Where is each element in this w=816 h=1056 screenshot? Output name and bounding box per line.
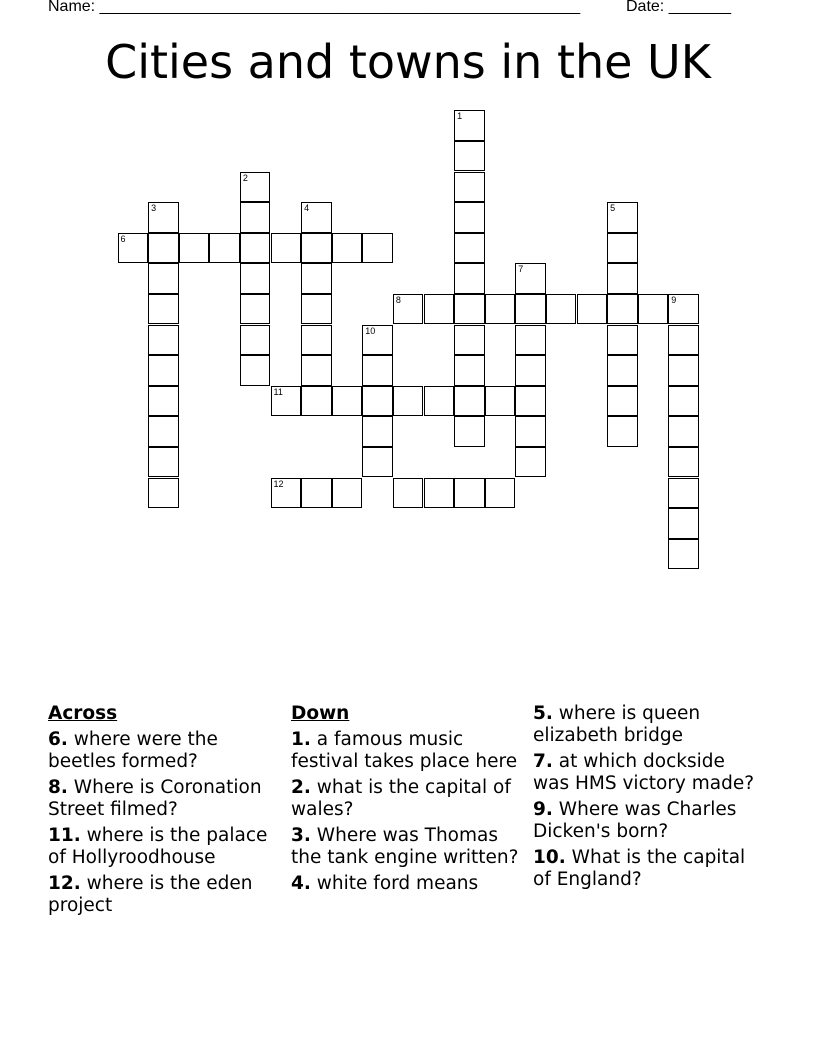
crossword-cell[interactable] (515, 386, 546, 417)
crossword-cell[interactable] (148, 447, 179, 478)
clue-number-label: 8 (395, 294, 401, 305)
page-title: Cities and towns in the UK (105, 35, 711, 89)
down-clue (533, 751, 765, 795)
crossword-cell[interactable] (240, 233, 271, 264)
crossword-cell[interactable] (301, 202, 332, 233)
crossword-cell[interactable] (240, 325, 271, 356)
crossword-cell[interactable] (454, 478, 485, 509)
crossword-cell[interactable] (515, 355, 546, 386)
crossword-cell[interactable] (301, 325, 332, 356)
clue-number: 12. (48, 873, 81, 894)
crossword-cell[interactable] (332, 386, 363, 417)
crossword-cell[interactable] (271, 233, 302, 264)
crossword-cell[interactable] (301, 263, 332, 294)
down-clue (291, 873, 523, 895)
clue-number: 9. (533, 799, 553, 820)
crossword-cell[interactable] (607, 416, 638, 447)
crossword-cell[interactable] (668, 325, 699, 356)
down-clue (291, 729, 523, 773)
clue-number: 3. (291, 825, 311, 846)
down-clue (533, 703, 765, 747)
clue-column-3 (533, 703, 765, 895)
crossword-cell[interactable] (546, 294, 577, 325)
across-heading: Across (48, 703, 118, 724)
crossword-cell[interactable] (607, 202, 638, 233)
crossword-cell[interactable] (454, 202, 485, 233)
crossword-cell[interactable] (668, 355, 699, 386)
across-clue (48, 825, 280, 869)
crossword-cell[interactable] (607, 233, 638, 264)
clue-column-2 (291, 703, 523, 899)
down-clue (291, 777, 523, 821)
crossword-cell[interactable] (668, 478, 699, 509)
clue-number: 5. (533, 703, 553, 724)
crossword-cell[interactable] (424, 478, 455, 509)
crossword-cell[interactable] (515, 263, 546, 294)
crossword-cell[interactable] (668, 539, 699, 570)
clue-number: 11. (48, 825, 81, 846)
date-field-label: Date: _______ (626, 0, 731, 15)
crossword-cell[interactable] (301, 294, 332, 325)
clue-column-1 (48, 703, 280, 921)
crossword-cell[interactable] (485, 294, 516, 325)
crossword-cell[interactable] (148, 325, 179, 356)
clue-number: 1. (291, 729, 311, 750)
crossword-cell[interactable] (454, 172, 485, 203)
crossword-cell[interactable] (301, 233, 332, 264)
crossword-cell[interactable] (301, 386, 332, 417)
clue-text: where is queen elizabeth bridge (533, 703, 701, 746)
crossword-cell[interactable] (668, 416, 699, 447)
crossword-cell[interactable] (515, 416, 546, 447)
clue-number-label: 10 (365, 325, 376, 336)
crossword-cell[interactable] (607, 325, 638, 356)
crossword-cell[interactable] (393, 478, 424, 509)
crossword-cell[interactable] (668, 508, 699, 539)
clue-text: Where is Coronation Street filmed? (48, 777, 262, 820)
crossword-cell[interactable] (607, 263, 638, 294)
crossword-cell[interactable] (424, 386, 455, 417)
crossword-cell[interactable] (148, 386, 179, 417)
clue-number: 10. (533, 847, 566, 868)
crossword-cell[interactable] (485, 478, 516, 509)
crossword-cell[interactable] (301, 355, 332, 386)
crossword-cell[interactable] (271, 478, 302, 509)
crossword-cell[interactable] (148, 355, 179, 386)
clue-number: 6. (48, 729, 68, 750)
crossword-cell[interactable] (148, 263, 179, 294)
clue-number-label: 12 (273, 478, 284, 489)
crossword-cell[interactable] (148, 294, 179, 325)
crossword-cell[interactable] (240, 355, 271, 386)
name-field-label: Name: ______________________________________________________ (48, 0, 581, 15)
clue-text: where were the beetles formed? (48, 729, 218, 772)
clue-text: where is the palace of Hollyroodhouse (48, 825, 268, 868)
crossword-cell[interactable] (362, 233, 393, 264)
clue-number-label: 3 (151, 203, 157, 214)
crossword-cell[interactable] (362, 386, 393, 417)
crossword-cell[interactable] (454, 263, 485, 294)
crossword-cell[interactable] (668, 386, 699, 417)
crossword-cell[interactable] (454, 355, 485, 386)
clue-text: What is the capital of England? (533, 847, 746, 890)
across-clue (48, 873, 280, 917)
crossword-cell[interactable] (271, 386, 302, 417)
crossword-cell[interactable] (362, 447, 393, 478)
crossword-cell[interactable] (240, 294, 271, 325)
crossword-cell[interactable] (148, 478, 179, 509)
crossword-cell[interactable] (668, 294, 699, 325)
down-clue (533, 799, 765, 843)
down-clue (291, 825, 523, 869)
crossword-cell[interactable] (668, 447, 699, 478)
crossword-cell[interactable] (424, 294, 455, 325)
clue-number-label: 7 (518, 264, 524, 275)
crossword-cell[interactable] (393, 294, 424, 325)
clue-number-label: 11 (273, 386, 283, 397)
clue-number-label: 5 (610, 203, 616, 214)
crossword-cell[interactable] (454, 325, 485, 356)
crossword-cell[interactable] (454, 233, 485, 264)
crossword-cell[interactable] (301, 478, 332, 509)
crossword-cell[interactable] (362, 416, 393, 447)
clue-text: white ford means (316, 873, 479, 894)
crossword-cell[interactable] (607, 355, 638, 386)
crossword-cell[interactable] (515, 325, 546, 356)
crossword-cell[interactable] (454, 416, 485, 447)
crossword-cell[interactable] (454, 294, 485, 325)
crossword-cell[interactable] (148, 202, 179, 233)
across-clue (48, 777, 280, 821)
clue-text: a famous music festival takes place here (291, 729, 518, 772)
crossword-cell[interactable] (118, 233, 149, 264)
crossword-cell[interactable] (607, 294, 638, 325)
crossword-cell[interactable] (148, 416, 179, 447)
clue-text: Where was Charles Dicken's born? (533, 799, 737, 842)
crossword-cell[interactable] (485, 386, 516, 417)
down-clue (533, 847, 765, 891)
clue-text: Where was Thomas the tank engine written? (291, 825, 519, 868)
crossword-cell[interactable] (240, 172, 271, 203)
crossword-cell[interactable] (454, 386, 485, 417)
clue-number-label: 4 (304, 203, 310, 214)
crossword-cell[interactable] (577, 294, 608, 325)
clue-number: 4. (291, 873, 311, 894)
clue-number-label: 1 (457, 111, 463, 122)
crossword-cell[interactable] (179, 233, 210, 264)
crossword-cell[interactable] (332, 478, 363, 509)
crossword-cell[interactable] (209, 233, 240, 264)
clue-number: 2. (291, 777, 311, 798)
clue-text: at which dockside was HMS victory made? (533, 751, 755, 794)
crossword-cell[interactable] (638, 294, 669, 325)
across-clue (48, 729, 280, 773)
crossword-cell[interactable] (240, 263, 271, 294)
down-heading: Down (291, 703, 350, 724)
crossword-cell[interactable] (148, 233, 179, 264)
clue-number: 7. (533, 751, 553, 772)
crossword-cell[interactable] (515, 294, 546, 325)
clue-text: what is the capital of wales? (291, 777, 511, 820)
crossword-cell[interactable] (362, 355, 393, 386)
clue-number-label: 9 (671, 294, 677, 305)
crossword-cell[interactable] (607, 386, 638, 417)
crossword-cell[interactable] (454, 110, 485, 141)
crossword-cell[interactable] (332, 233, 363, 264)
clue-text: where is the eden project (48, 873, 253, 916)
clue-number-label: 2 (242, 172, 248, 183)
crossword-cell[interactable] (362, 325, 393, 356)
crossword-cell[interactable] (515, 447, 546, 478)
crossword-cell[interactable] (454, 141, 485, 172)
crossword-cell[interactable] (240, 202, 271, 233)
clue-number-label: 6 (120, 233, 126, 244)
crossword-cell[interactable] (393, 386, 424, 417)
clue-number: 8. (48, 777, 68, 798)
